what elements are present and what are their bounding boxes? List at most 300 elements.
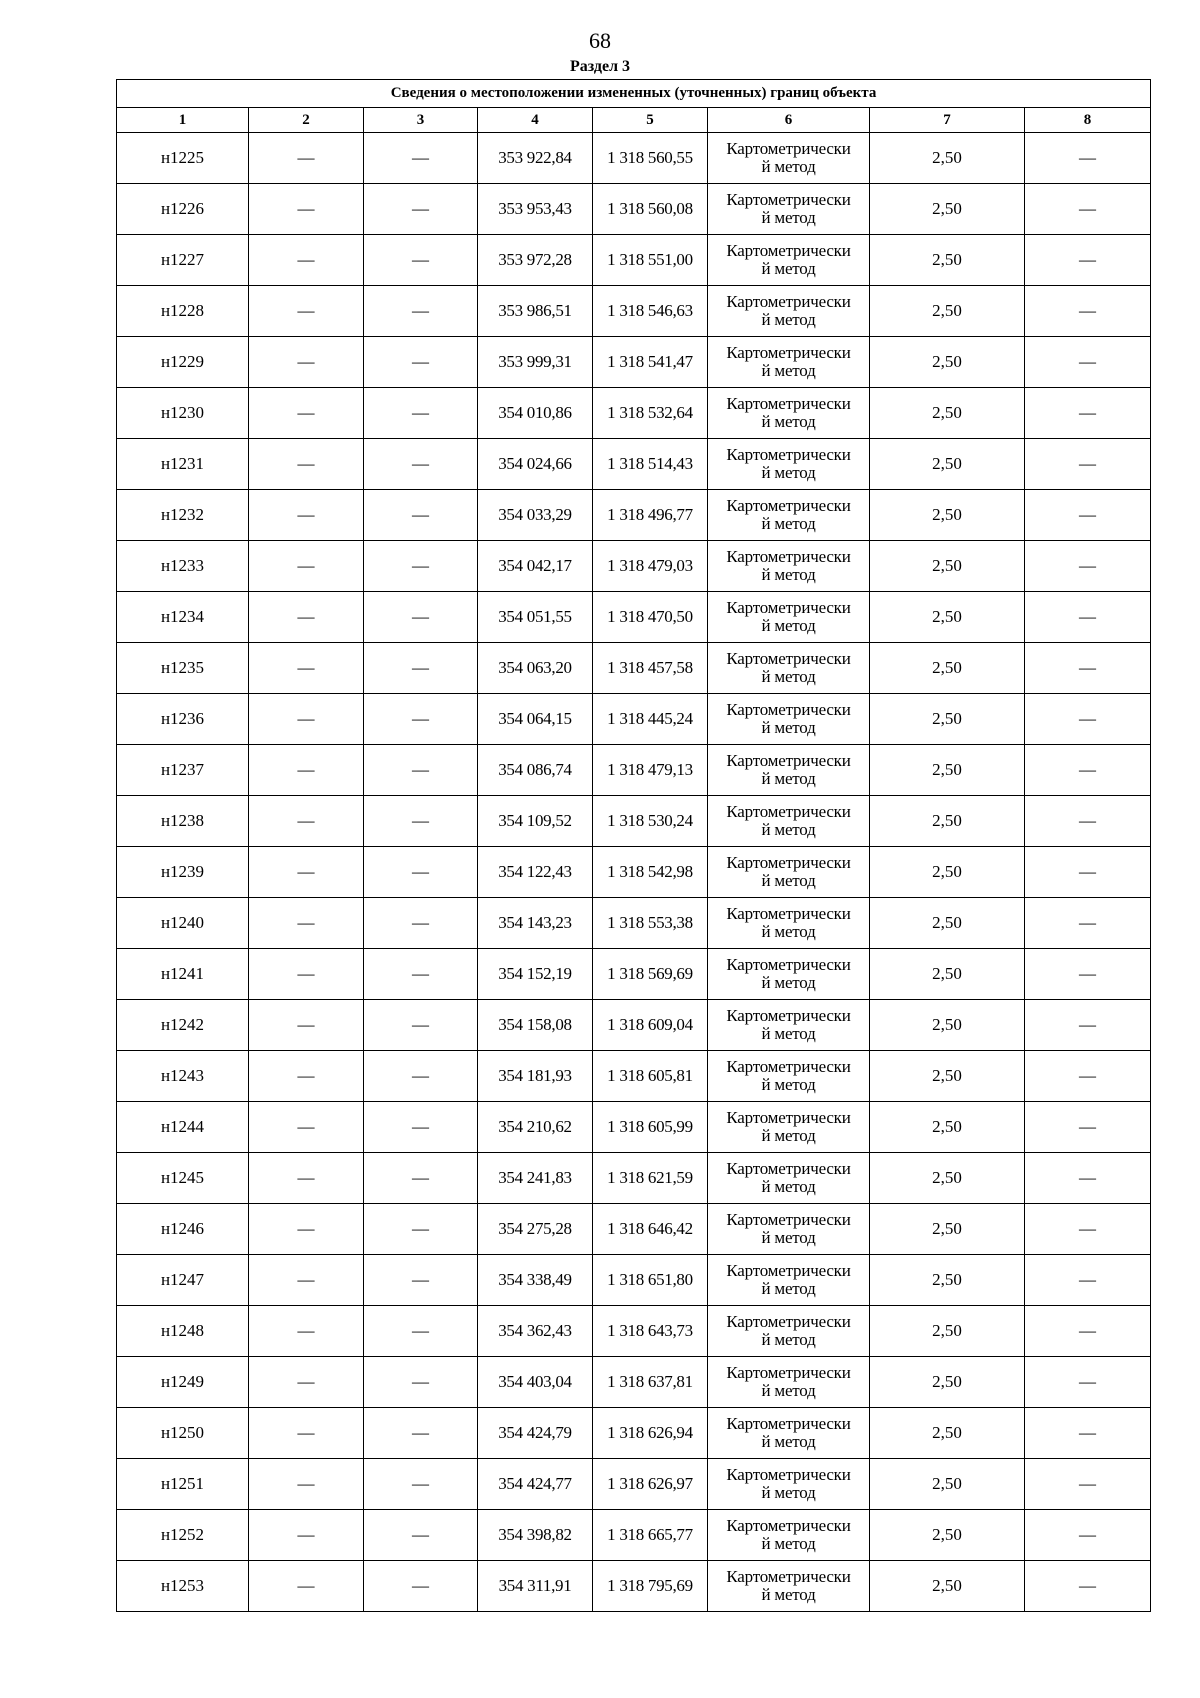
method-line-2: й метод	[761, 1177, 816, 1196]
accuracy-cell: 2,50	[870, 1204, 1025, 1255]
page-number: 68	[589, 28, 611, 53]
column-8-cell: —	[1025, 133, 1151, 184]
column-2-cell: —	[249, 541, 364, 592]
accuracy-cell: 2,50	[870, 643, 1025, 694]
x-coordinate-cell: 353 972,28	[478, 235, 593, 286]
method-line-1: Картометрически	[726, 241, 851, 260]
point-number-cell: н1250	[117, 1408, 249, 1459]
method-line-2: й метод	[761, 1483, 816, 1502]
column-8-cell: —	[1025, 949, 1151, 1000]
method-line-1: Картометрически	[726, 1567, 851, 1586]
x-coordinate-cell: 354 109,52	[478, 796, 593, 847]
method-line-2: й метод	[761, 259, 816, 278]
x-coordinate-cell: 354 424,77	[478, 1459, 593, 1510]
column-2-cell: —	[249, 745, 364, 796]
table-row	[117, 1255, 1151, 1306]
y-coordinate-cell: 1 318 621,59	[593, 1153, 708, 1204]
method-line-2: й метод	[761, 1585, 816, 1604]
accuracy-cell: 2,50	[870, 541, 1025, 592]
y-coordinate-cell: 1 318 609,04	[593, 1000, 708, 1051]
column-2-cell: —	[249, 235, 364, 286]
point-number-cell: н1230	[117, 388, 249, 439]
method-line-1: Картометрически	[726, 700, 851, 719]
x-coordinate-cell: 354 086,74	[478, 745, 593, 796]
method-line-1: Картометрически	[726, 649, 851, 668]
method-cell	[708, 796, 870, 847]
column-8-cell: —	[1025, 643, 1151, 694]
method-line-2: й метод	[761, 1534, 816, 1553]
column-3-cell: —	[364, 439, 478, 490]
column-8-cell: —	[1025, 235, 1151, 286]
column-8-cell: —	[1025, 847, 1151, 898]
column-3-cell: —	[364, 898, 478, 949]
point-number-cell: н1242	[117, 1000, 249, 1051]
method-cell	[708, 847, 870, 898]
column-2-cell: —	[249, 1000, 364, 1051]
point-number-cell: н1241	[117, 949, 249, 1000]
column-2-cell: —	[249, 1306, 364, 1357]
column-3-cell: —	[364, 1357, 478, 1408]
column-8-cell: —	[1025, 388, 1151, 439]
x-coordinate-cell: 354 042,17	[478, 541, 593, 592]
x-coordinate-cell: 354 051,55	[478, 592, 593, 643]
y-coordinate-cell: 1 318 560,55	[593, 133, 708, 184]
column-3-cell: —	[364, 847, 478, 898]
column-number: 5	[593, 108, 708, 133]
column-3-cell: —	[364, 133, 478, 184]
table-row	[117, 1408, 1151, 1459]
accuracy-cell: 2,50	[870, 1510, 1025, 1561]
method-line-2: й метод	[761, 361, 816, 380]
table-row	[117, 694, 1151, 745]
table-row	[117, 1459, 1151, 1510]
column-number: 6	[708, 108, 870, 133]
column-8-cell: —	[1025, 1306, 1151, 1357]
column-3-cell: —	[364, 1510, 478, 1561]
x-coordinate-cell: 354 338,49	[478, 1255, 593, 1306]
method-line-1: Картометрически	[726, 1159, 851, 1178]
column-3-cell: —	[364, 694, 478, 745]
method-cell	[708, 235, 870, 286]
column-8-cell: —	[1025, 286, 1151, 337]
method-cell	[708, 184, 870, 235]
y-coordinate-cell: 1 318 626,97	[593, 1459, 708, 1510]
table-row	[117, 490, 1151, 541]
method-line-2: й метод	[761, 565, 816, 584]
x-coordinate-cell: 354 311,91	[478, 1561, 593, 1612]
x-coordinate-cell: 353 922,84	[478, 133, 593, 184]
method-cell	[708, 388, 870, 439]
column-2-cell: —	[249, 1204, 364, 1255]
accuracy-cell: 2,50	[870, 1306, 1025, 1357]
point-number-cell: н1245	[117, 1153, 249, 1204]
method-line-1: Картометрически	[726, 445, 851, 464]
method-line-2: й метод	[761, 1279, 816, 1298]
method-line-1: Картометрически	[726, 292, 851, 311]
point-number-cell: н1236	[117, 694, 249, 745]
y-coordinate-cell: 1 318 637,81	[593, 1357, 708, 1408]
point-number-cell: н1240	[117, 898, 249, 949]
method-line-1: Картометрически	[726, 547, 851, 566]
table-row	[117, 643, 1151, 694]
y-coordinate-cell: 1 318 795,69	[593, 1561, 708, 1612]
method-line-2: й метод	[761, 973, 816, 992]
column-2-cell: —	[249, 388, 364, 439]
column-8-cell: —	[1025, 184, 1151, 235]
method-line-2: й метод	[761, 1330, 816, 1349]
column-3-cell: —	[364, 388, 478, 439]
method-line-2: й метод	[761, 1228, 816, 1247]
column-3-cell: —	[364, 1153, 478, 1204]
section-title: Раздел 3	[569, 58, 631, 75]
method-line-1: Картометрически	[726, 853, 851, 872]
method-cell	[708, 1204, 870, 1255]
method-line-2: й метод	[761, 1075, 816, 1094]
column-8-cell: —	[1025, 1153, 1151, 1204]
column-number-row	[117, 108, 1151, 133]
accuracy-cell: 2,50	[870, 796, 1025, 847]
point-number-cell: н1232	[117, 490, 249, 541]
point-number-cell: н1234	[117, 592, 249, 643]
column-2-cell: —	[249, 949, 364, 1000]
column-2-cell: —	[249, 694, 364, 745]
point-number-cell: н1233	[117, 541, 249, 592]
method-cell	[708, 133, 870, 184]
boundary-coordinates-table	[116, 79, 1151, 1612]
y-coordinate-cell: 1 318 646,42	[593, 1204, 708, 1255]
table-row	[117, 1153, 1151, 1204]
point-number-cell: н1248	[117, 1306, 249, 1357]
x-coordinate-cell: 354 210,62	[478, 1102, 593, 1153]
table-row	[117, 439, 1151, 490]
column-3-cell: —	[364, 1102, 478, 1153]
column-2-cell: —	[249, 847, 364, 898]
column-2-cell: —	[249, 490, 364, 541]
accuracy-cell: 2,50	[870, 847, 1025, 898]
accuracy-cell: 2,50	[870, 1102, 1025, 1153]
table-row	[117, 1306, 1151, 1357]
method-line-2: й метод	[761, 1381, 816, 1400]
column-8-cell: —	[1025, 1561, 1151, 1612]
method-line-1: Картометрически	[726, 496, 851, 515]
method-line-1: Картометрически	[726, 1210, 851, 1229]
method-line-1: Картометрически	[726, 1465, 851, 1484]
column-8-cell: —	[1025, 541, 1151, 592]
column-8-cell: —	[1025, 1204, 1151, 1255]
table-caption: Сведения о местоположении измененных (уточненных) границ объекта	[117, 80, 1151, 108]
column-2-cell: —	[249, 337, 364, 388]
method-line-1: Картометрически	[726, 1516, 851, 1535]
method-cell	[708, 1561, 870, 1612]
x-coordinate-cell: 354 275,28	[478, 1204, 593, 1255]
column-8-cell: —	[1025, 1357, 1151, 1408]
column-3-cell: —	[364, 1255, 478, 1306]
column-3-cell: —	[364, 745, 478, 796]
method-cell	[708, 1051, 870, 1102]
x-coordinate-cell: 354 122,43	[478, 847, 593, 898]
accuracy-cell: 2,50	[870, 1459, 1025, 1510]
y-coordinate-cell: 1 318 445,24	[593, 694, 708, 745]
column-2-cell: —	[249, 1102, 364, 1153]
column-2-cell: —	[249, 1408, 364, 1459]
column-8-cell: —	[1025, 337, 1151, 388]
method-cell	[708, 490, 870, 541]
y-coordinate-cell: 1 318 551,00	[593, 235, 708, 286]
column-8-cell: —	[1025, 490, 1151, 541]
method-cell	[708, 439, 870, 490]
method-cell	[708, 1459, 870, 1510]
column-number: 7	[870, 108, 1025, 133]
point-number-cell: н1239	[117, 847, 249, 898]
method-cell	[708, 898, 870, 949]
method-line-1: Картометрически	[726, 139, 851, 158]
method-line-2: й метод	[761, 310, 816, 329]
method-cell	[708, 643, 870, 694]
column-8-cell: —	[1025, 1459, 1151, 1510]
method-line-2: й метод	[761, 820, 816, 839]
method-cell	[708, 1306, 870, 1357]
method-line-1: Картометрически	[726, 1057, 851, 1076]
column-3-cell: —	[364, 1459, 478, 1510]
y-coordinate-cell: 1 318 479,03	[593, 541, 708, 592]
point-number-cell: н1246	[117, 1204, 249, 1255]
column-3-cell: —	[364, 337, 478, 388]
y-coordinate-cell: 1 318 532,64	[593, 388, 708, 439]
column-3-cell: —	[364, 490, 478, 541]
x-coordinate-cell: 354 362,43	[478, 1306, 593, 1357]
table-row	[117, 898, 1151, 949]
column-8-cell: —	[1025, 1051, 1151, 1102]
column-2-cell: —	[249, 643, 364, 694]
method-line-1: Картометрически	[726, 1006, 851, 1025]
column-number: 3	[364, 108, 478, 133]
accuracy-cell: 2,50	[870, 337, 1025, 388]
method-cell	[708, 694, 870, 745]
accuracy-cell: 2,50	[870, 898, 1025, 949]
x-coordinate-cell: 354 143,23	[478, 898, 593, 949]
table-row	[117, 1510, 1151, 1561]
method-line-2: й метод	[761, 667, 816, 686]
method-cell	[708, 286, 870, 337]
table-row	[117, 388, 1151, 439]
column-3-cell: —	[364, 1051, 478, 1102]
column-3-cell: —	[364, 184, 478, 235]
method-cell	[708, 1357, 870, 1408]
method-cell	[708, 541, 870, 592]
table-row	[117, 184, 1151, 235]
accuracy-cell: 2,50	[870, 1255, 1025, 1306]
accuracy-cell: 2,50	[870, 184, 1025, 235]
y-coordinate-cell: 1 318 553,38	[593, 898, 708, 949]
column-3-cell: —	[364, 1408, 478, 1459]
table-row	[117, 235, 1151, 286]
point-number-cell: н1229	[117, 337, 249, 388]
column-8-cell: —	[1025, 592, 1151, 643]
point-number-cell: н1237	[117, 745, 249, 796]
column-8-cell: —	[1025, 1102, 1151, 1153]
x-coordinate-cell: 353 986,51	[478, 286, 593, 337]
y-coordinate-cell: 1 318 569,69	[593, 949, 708, 1000]
column-2-cell: —	[249, 439, 364, 490]
x-coordinate-cell: 354 241,83	[478, 1153, 593, 1204]
accuracy-cell: 2,50	[870, 949, 1025, 1000]
method-line-1: Картометрически	[726, 394, 851, 413]
column-number: 4	[478, 108, 593, 133]
table-row	[117, 796, 1151, 847]
method-line-2: й метод	[761, 1126, 816, 1145]
column-2-cell: —	[249, 1153, 364, 1204]
column-3-cell: —	[364, 949, 478, 1000]
x-coordinate-cell: 354 403,04	[478, 1357, 593, 1408]
y-coordinate-cell: 1 318 479,13	[593, 745, 708, 796]
point-number-cell: н1252	[117, 1510, 249, 1561]
x-coordinate-cell: 354 010,86	[478, 388, 593, 439]
x-coordinate-cell: 354 063,20	[478, 643, 593, 694]
y-coordinate-cell: 1 318 546,63	[593, 286, 708, 337]
point-number-cell: н1247	[117, 1255, 249, 1306]
method-line-1: Картометрически	[726, 1414, 851, 1433]
column-2-cell: —	[249, 286, 364, 337]
table-row	[117, 1102, 1151, 1153]
method-line-1: Картометрически	[726, 190, 851, 209]
point-number-cell: н1244	[117, 1102, 249, 1153]
column-8-cell: —	[1025, 745, 1151, 796]
method-line-1: Картометрически	[726, 1363, 851, 1382]
method-line-1: Картометрически	[726, 751, 851, 770]
column-3-cell: —	[364, 643, 478, 694]
table-body	[117, 133, 1151, 1612]
column-8-cell: —	[1025, 1255, 1151, 1306]
method-cell	[708, 1000, 870, 1051]
method-cell	[708, 949, 870, 1000]
table-row	[117, 1000, 1151, 1051]
point-number-cell: н1226	[117, 184, 249, 235]
y-coordinate-cell: 1 318 541,47	[593, 337, 708, 388]
x-coordinate-cell: 354 024,66	[478, 439, 593, 490]
column-3-cell: —	[364, 235, 478, 286]
point-number-cell: н1243	[117, 1051, 249, 1102]
method-line-1: Картометрически	[726, 802, 851, 821]
y-coordinate-cell: 1 318 457,58	[593, 643, 708, 694]
accuracy-cell: 2,50	[870, 388, 1025, 439]
table-row	[117, 286, 1151, 337]
accuracy-cell: 2,50	[870, 1000, 1025, 1051]
method-line-2: й метод	[761, 514, 816, 533]
point-number-cell: н1225	[117, 133, 249, 184]
method-line-2: й метод	[761, 871, 816, 890]
x-coordinate-cell: 354 152,19	[478, 949, 593, 1000]
column-3-cell: —	[364, 1000, 478, 1051]
accuracy-cell: 2,50	[870, 439, 1025, 490]
point-number-cell: н1231	[117, 439, 249, 490]
accuracy-cell: 2,50	[870, 1357, 1025, 1408]
column-8-cell: —	[1025, 1510, 1151, 1561]
method-line-2: й метод	[761, 1024, 816, 1043]
column-2-cell: —	[249, 898, 364, 949]
method-line-1: Картометрически	[726, 1261, 851, 1280]
column-8-cell: —	[1025, 694, 1151, 745]
method-line-1: Картометрически	[726, 343, 851, 362]
column-8-cell: —	[1025, 1408, 1151, 1459]
column-2-cell: —	[249, 1510, 364, 1561]
column-2-cell: —	[249, 796, 364, 847]
method-cell	[708, 1255, 870, 1306]
y-coordinate-cell: 1 318 470,50	[593, 592, 708, 643]
y-coordinate-cell: 1 318 651,80	[593, 1255, 708, 1306]
point-number-cell: н1251	[117, 1459, 249, 1510]
method-cell	[708, 1102, 870, 1153]
accuracy-cell: 2,50	[870, 1153, 1025, 1204]
method-line-2: й метод	[761, 718, 816, 737]
column-3-cell: —	[364, 286, 478, 337]
column-8-cell: —	[1025, 439, 1151, 490]
accuracy-cell: 2,50	[870, 694, 1025, 745]
column-number: 2	[249, 108, 364, 133]
method-line-2: й метод	[761, 412, 816, 431]
x-coordinate-cell: 354 424,79	[478, 1408, 593, 1459]
method-line-2: й метод	[761, 769, 816, 788]
y-coordinate-cell: 1 318 605,99	[593, 1102, 708, 1153]
column-3-cell: —	[364, 541, 478, 592]
method-cell	[708, 1510, 870, 1561]
table-row	[117, 337, 1151, 388]
column-2-cell: —	[249, 1561, 364, 1612]
accuracy-cell: 2,50	[870, 1408, 1025, 1459]
column-2-cell: —	[249, 1459, 364, 1510]
method-line-1: Картометрически	[726, 904, 851, 923]
column-8-cell: —	[1025, 898, 1151, 949]
method-line-1: Картометрически	[726, 955, 851, 974]
y-coordinate-cell: 1 318 496,77	[593, 490, 708, 541]
point-number-cell: н1249	[117, 1357, 249, 1408]
column-2-cell: —	[249, 1357, 364, 1408]
y-coordinate-cell: 1 318 665,77	[593, 1510, 708, 1561]
method-line-1: Картометрически	[726, 1312, 851, 1331]
table-row	[117, 1561, 1151, 1612]
column-number: 1	[117, 108, 249, 133]
table-row	[117, 949, 1151, 1000]
method-line-1: Картометрически	[726, 598, 851, 617]
column-2-cell: —	[249, 592, 364, 643]
x-coordinate-cell: 353 953,43	[478, 184, 593, 235]
point-number-cell: н1238	[117, 796, 249, 847]
table-row	[117, 1357, 1151, 1408]
column-3-cell: —	[364, 796, 478, 847]
x-coordinate-cell: 354 181,93	[478, 1051, 593, 1102]
column-8-cell: —	[1025, 1000, 1151, 1051]
column-3-cell: —	[364, 1561, 478, 1612]
method-line-1: Картометрически	[726, 1108, 851, 1127]
table-row	[117, 592, 1151, 643]
column-2-cell: —	[249, 1255, 364, 1306]
table-row	[117, 745, 1151, 796]
method-cell	[708, 337, 870, 388]
accuracy-cell: 2,50	[870, 286, 1025, 337]
accuracy-cell: 2,50	[870, 1561, 1025, 1612]
column-number: 8	[1025, 108, 1151, 133]
method-line-2: й метод	[761, 208, 816, 227]
x-coordinate-cell: 354 158,08	[478, 1000, 593, 1051]
column-2-cell: —	[249, 1051, 364, 1102]
column-3-cell: —	[364, 1204, 478, 1255]
accuracy-cell: 2,50	[870, 235, 1025, 286]
accuracy-cell: 2,50	[870, 490, 1025, 541]
y-coordinate-cell: 1 318 530,24	[593, 796, 708, 847]
accuracy-cell: 2,50	[870, 1051, 1025, 1102]
x-coordinate-cell: 354 398,82	[478, 1510, 593, 1561]
table-row	[117, 1204, 1151, 1255]
point-number-cell: н1228	[117, 286, 249, 337]
